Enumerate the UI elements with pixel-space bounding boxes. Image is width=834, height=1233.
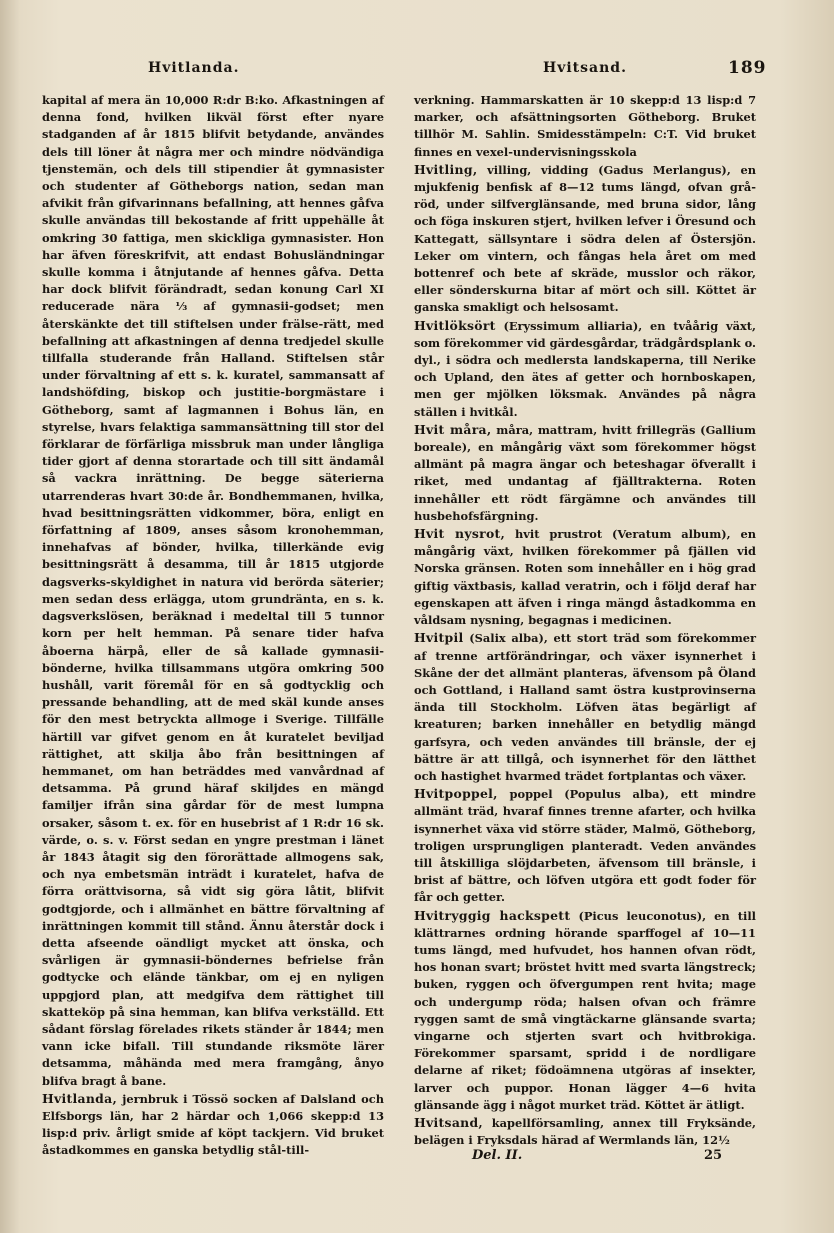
- entry-text: (Picus leuconotus), en till klättrarnes ordning hörande sparffogel af 10—11 tums längd, med hufvudet, hos hannen ofvan rödt, hos honan svart; bröstet hvitt med svarta längstreck; buken, ryggen och öfvergumpen rent hvita; mage och undergump röda; halsen ofvan och främre ryggen samt de små vingtäckarne glänsande svarta; vingarne och stjerten svart och hvitbrokiga. Förekommer sparsamt, spridd i de nordligare delarne af riket; födoämnena utgöras af insekter, larver och puppor. Honan lägger 4—6 hvita glänsande ägg i något murket träd. Köttet är ätligt.: [414, 908, 757, 1112]
- entry-headword: Hvitsand,: [414, 1114, 484, 1130]
- dictionary-entry: [414, 907, 756, 1114]
- entry-text: jernbruk i Tössö socken af Dalsland och Elfsborgs län, har 2 härdar och 1,066 skepp:d 13 lisp:d priv. årligt smide af köpt tackjern. Vid bruket åstadkommes en ganska betydlig stål-till-: [42, 1091, 384, 1158]
- entry-headword: Hvitpil: [414, 630, 464, 646]
- signature-number: 25: [704, 1148, 723, 1163]
- entry-text: poppel (Populus alba), ett mindre allmänt träd, hvaraf finnes trenne afarter, och hvilka isynnerhet växa vid större städer, Malmö, Götheborg, troligen ursprungligen planteradt. Veden användes till åtskilliga slöjdarbeten, äfvensom till bränsle, i brist af bättre, och löfven utgöra ett godt foder för får och getter.: [414, 787, 756, 905]
- entry-text: (Salix alba), ett stort träd som förekommer af trenne artförändringar, och växer isynnerhet i Skåne der det allmänt planteras, äfvensom på Öland och Gottland, i Halland samt östra kustprovinserna ända till Stockholm. Löfven ätas begärligt af kreaturen; barken innehåller en betydlig mängd garfsyra, och veden användes till bränsle, der ej bättre är att tillgå, och isynnerhet för den lätthet och hastighet hvarmed trädet fortplantas och växer.: [414, 631, 756, 783]
- entry-headword: Hvitlöksört: [414, 317, 496, 333]
- right-column: [414, 92, 756, 1149]
- entry-headword: Hvit nysrot,: [414, 526, 506, 542]
- entry-headword: Hvitryggig hackspett: [414, 907, 571, 923]
- entry-headword: Hvitpoppel,: [414, 786, 498, 802]
- continued-paragraph: kapital af mera än 10,000 R:dr B:ko. Afkastningen af denna fond, hvilken likväl först efter nyare stadganden af år 1815 blifvit betydande, användes dels till löner åt några mer och mindre nödvändiga tjenstemän, och dels till stipendier åt gymnasister och studenter af Götheborgs nation, sedan man afvikit från gifvarinnans befallning, att hennes gåfva skulle användas till bekostande af fritt uppehälle åt omkring 30 fattiga, men skickliga gymnasister. Hon har äfven föreskrifvit, att endast Bohusländningar skulle komma i åtnjutande af hennes gåfva. Detta har dock blifvit förändradt, sedan konung Carl XI reducerade nära ⅓ af gymnasii-godset; men återskänkte det till stiftelsen under frälse-rätt, med befallning att afkastningen af denna tredjedel skulle tillfalla studerande från Halland. Stiftelsen står under förvaltning af ett s. k. kuratel, sammansatt af landshöfding, biskop och justitie-borgmästare i Götheborg, samt af lagmannen i Bohus län, en styrelse, hvars felaktiga sammansättning till stor del förklarar de förfärliga missbruk man under långliga tider gjort af denna storartade och till sitt ändamål så vackra inrättning. De begge säterierna utarrenderas hvart 30:de år. Bondhemmanen, hvilka, hvad besittningsrätten vidkommer, böra, enligt en författning af 1809, anses såsom kronohemman, innehafvas af bönder, hvilka, tillerkände evig besittningsrätt å desamma, till år 1815 utgjorde dagsverks-skyldighet in natura vid berörda säterier; men sedan dess erlägga, utom grundränta, en s. k. dagsverkslösen, beräknad i medeltal till 5 tunnor korn per helt hemman. På senare tider hafva åboerna härpå, eller de så kallade gymnasii-bönderne, hvilka tillsammans utgöra omkring 500 hushåll, varit föremål för en så godtycklig och pressande behandling, att de med skäl kunde anses för den mest betryckta allmoge i Sverige. Tillfälle härtill var gifvet genom en åt kuratelet beviljad rättighet, att skilja åbo från besittningen af hemmanet, om han beträddes med vanvårdnad af detsamma. På grund häraf skiljdes en mängd familjer ifrån sina gårdar för de mest lumpna orsaker, såsom t. ex. för en husebrist af 1 R:dr 16 sk. värde, o. s. v. Först sedan en yngre prestman i länet år 1843 åtagit sig den förorättade allmogens sak, och nya embetsmän inträdt i kuratelet, hafva de förra orättvisorna, så vidt sig göra låtit, blifvit godtgjorde, och i allmänhet en bättre förvaltning af inrättningen kommit till stånd. Ännu återstår dock i detta afseende oändligt mycket att önska, och svårligen är gymnasii-böndernes befrielse från godtycke och elände tänkbar, om ej en nyligen uppgjord plan, att medgifva dem rättighet till skatteköp på sina hemman, kan blifva verkställd. Ett sådant förslag förelades rikets ständer år 1844; men vann icke bifall. Till stundande riksmöte lärer detsamma, måhända med mera framgång, ånyo blifva bragt å bane.: [42, 93, 384, 1088]
- dictionary-entry: [414, 421, 756, 525]
- right-running-head: Hvitsand.: [543, 60, 627, 76]
- page-number: 189: [728, 58, 767, 78]
- dictionary-entry: [414, 785, 756, 906]
- left-column: [42, 92, 384, 1160]
- dictionary-entry: [414, 1114, 756, 1149]
- dictionary-entry: [414, 161, 756, 317]
- entry-headword: Hvitlanda,: [42, 1090, 118, 1106]
- dictionary-entry: [414, 525, 756, 629]
- entry-text: kapellförsamling, annex till Fryksände, belägen i Fryksdals härad af Wermlands län, 12½: [414, 1115, 756, 1148]
- signature-part: Del. II.: [472, 1148, 523, 1163]
- continued-paragraph: verkning. Hammarskatten är 10 skepp:d 13 lisp:d 7 marker, och afsättningsorten Götheborg. Bruket tillhör M. Sahlin. Smidesstämpeln: C:T. Vid bruket finnes en vexel-undervisningsskola: [414, 93, 756, 159]
- entry-text: hvit prustrot (Veratum album), en mångårig växt, hvilken förekommer på fjällen vid Norska gränsen. Roten som innehåller en i hög grad giftig växtbasis, kallad veratrin, och i följd deraf har egenskapen att äfven i ringa mängd åstadkomma en våldsam nysning, begagnas i medicinen.: [414, 527, 756, 628]
- running-header: [0, 58, 834, 82]
- entry-text: (Eryssimum alliaria), en tvåårig växt, som förekommer vid gärdesgårdar, trädgårdsplank o. dyl., i södra och medlersta landskaperna, till Nerike och Upland, den ätes af getter och hornboskapen, men ger mjölken löksmak. Användes på några ställen i hvitkål.: [414, 318, 756, 419]
- left-running-head: Hvitlanda.: [148, 60, 240, 76]
- dictionary-entry: [414, 317, 756, 421]
- entry-headword: Hvit måra,: [414, 421, 492, 437]
- dictionary-entry: [414, 629, 756, 785]
- entry-text: måra, mattram, hvitt frillegräs (Gallium boreale), en mångårig växt som förekommer högst allmänt på magra ängar och beteshagar öfverallt i riket, med undantag af fjälltrakterna. Roten innehåller ett rödt färgämne och användes till husbehofsfärgning.: [414, 422, 756, 523]
- entry-headword: Hvitling,: [414, 161, 478, 177]
- entry-text: villing, vidding (Gadus Merlangus), en mjukfenig benfisk af 8—12 tums längd, ofvan grå-röd, under silfverglänsande, med bruna sidor, lång och föga inskuren stjert, hvilken lefver i Öresund och Kattegatt, sällsyntare i södra delen af Östersjön. Leker om vintern, och fångas hela året om med bottenref och bete af skräde, musslor och räkor, eller sönderskurna bitar af mört och sill. Köttet är ganska smakligt och helsosamt.: [414, 162, 756, 315]
- page-footer: [0, 1148, 834, 1168]
